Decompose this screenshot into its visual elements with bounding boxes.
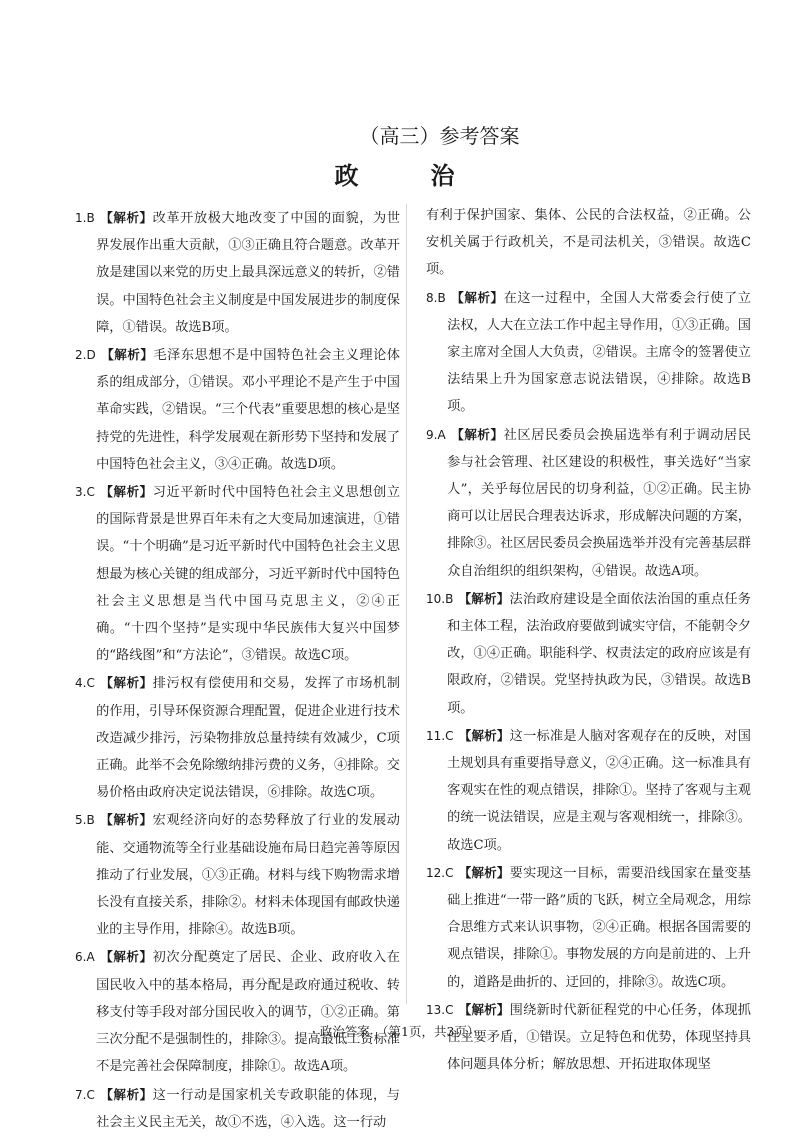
analysis-text: 在这一过程中，全国人大常委会行使了立法权，人大在立法工作中起主导作用，①③正确。国家主席对全国人大负责，②错误。主席令的签署使立法结果上升为国家意志说法错误，④排除。故选B项。 [447, 290, 751, 415]
answer-item [75, 943, 400, 1080]
analysis-tag: 【解析】 [99, 210, 153, 225]
answer-letter: C [445, 865, 454, 880]
question-number: 2. [75, 348, 87, 363]
analysis-tag: 【解析】 [458, 727, 510, 743]
answer-item [75, 478, 400, 669]
answer-item [75, 806, 400, 943]
answer-letter: C [86, 676, 95, 691]
column-divider [406, 204, 407, 1004]
analysis-tag: 【解析】 [99, 484, 153, 500]
page-subtitle: （高三）参考答案 [359, 124, 520, 148]
analysis-text: 习近平新时代中国特色社会主义思想创立的国际背景是世界百年未有之大变局加速演进，①错误。“十个明确”是习近平新时代中国特色社会主义思想最为核心关键的组成部分，习近平新时代中国特色社会主义思想是当代中国马克思主义，②④正确。“十四个坚持”是实现中华民族伟大复兴中国梦的“路线图”和“方法论”，③错误。故选C项。 [96, 485, 400, 664]
analysis-tag: 【解析】 [458, 864, 510, 880]
analysis-tag: 【解析】 [99, 1086, 153, 1102]
answer-item [75, 204, 400, 341]
answer-item [75, 341, 400, 478]
answer-item [426, 202, 751, 284]
analysis-text: 宏观经济向好的态势释放了行业的发展动能、交通物流等全行业基础设施布局日趋完善等原因推动了行业发展，①③正确。材料与线下购物需求增长没有直接关系，排除②。材料未体现国有邮政快递业的主导作用，排除④。故选B项。 [96, 813, 400, 938]
question-number: 7. [75, 1087, 87, 1102]
analysis-tag: 【解析】 [458, 1001, 510, 1017]
answer-letter: C [86, 485, 95, 500]
answer-letter: B [445, 591, 454, 606]
question-number: 4. [75, 676, 87, 691]
answer-letter: A [437, 427, 446, 442]
analysis-text: 社区居民委员会换届选举有利于调动居民参与社会管理、社区建设的积极性，事关选好“当家人”，关乎每位居民的切身利益，①②正确。民主协商可以让居民合理表达诉求，形成解决问题的方案，排除③。社区居民委员会换届选举并没有完善基层群众自治组织的组织架构，④错误。故选A项。 [447, 427, 751, 579]
answer-item [75, 669, 400, 806]
answer-item [426, 421, 751, 585]
right-column [426, 202, 751, 1079]
answer-letter: B [86, 813, 95, 828]
left-column [75, 204, 400, 1136]
analysis-tag: 【解析】 [450, 289, 504, 305]
answer-item [75, 1081, 400, 1136]
page-title: 政 治 [334, 161, 479, 190]
page-footer: · 政治答案 （第1页，共3页）· [311, 1024, 478, 1039]
question-number: 13. [426, 1002, 446, 1017]
analysis-text: 围绕新时代新征程党的中心任务，体现抓住主要矛盾，①错误。立足特色和优势，体现坚持具体问题具体分析；解放思想、开拓进取体现坚 [447, 1002, 751, 1073]
question-number: 8. [426, 290, 438, 305]
answer-letter: A [86, 950, 95, 965]
answer-letter: D [86, 348, 96, 363]
answer-item [426, 284, 751, 421]
analysis-text: 这一标准是人脑对客观存在的反映，对国土规划具有重要指导意义，②④正确。这一标准具有客观实在性的观点错误，排除①。坚持了客观与主观的统一说法错误，应是主观与客观相统一，排除③。故选C项。 [447, 728, 751, 853]
analysis-text: 法治政府建设是全面依法治国的重点任务和主体工程，法治政府要做到诚实守信，不能朝令夕改，①④正确。职能科学、权责法定的政府应该是有限政府，②错误。党坚持执政为民，③错误。故选B项。 [447, 591, 751, 716]
question-number: 3. [75, 485, 87, 500]
answer-item [426, 585, 751, 722]
answer-letter: B [86, 211, 95, 225]
analysis-text: 排污权有偿使用和交易，发挥了市场机制的作用，引导环保资源合理配置，促进企业进行技术改造减少排污，污染物排放总量持续有效减少，C项正确。此举不会免除缴纳排污费的义务，④排除。交易价格由政府决定说法错误，⑥排除。故选C项。 [96, 676, 400, 801]
analysis-text: 改革开放极大地改变了中国的面貌，为世界发展作出重大贡献，①③正确且符合题意。改革开放是建国以来党的历史上最具深远意义的转折，②错误。中国特色社会主义制度是中国发展进步的制度保障，①错误。故选B项。 [96, 211, 400, 335]
question-number: 6. [75, 950, 87, 965]
analysis-text: 要实现这一目标，需要沿线国家在量变基础上推进“一带一路”质的飞跃，树立全局观念，用综合思维方式来认识事物，②④正确。根据各国需要的观点错误，排除①。事物发展的方向是前进的、上升的，道路是曲折的、迂回的，排除③。故选C项。 [447, 865, 751, 990]
analysis-tag: 【解析】 [450, 426, 504, 442]
question-number: 9. [426, 427, 438, 442]
answer-letter: C [86, 1087, 95, 1102]
answer-item [426, 722, 751, 859]
analysis-tag: 【解析】 [458, 590, 510, 606]
question-number: 11. [426, 728, 446, 743]
analysis-text: 初次分配奠定了居民、企业、政府收入在国民收入中的基本格局，再分配是政府通过税收、转移支付等手段对部分国民收入的调节，①②正确。第三次分配不是强制性的，排除③。提高最低工资标准不是完善社会保障制度，排除①。故选A项。 [96, 950, 400, 1075]
question-number: 5. [75, 813, 87, 828]
analysis-tag: 【解析】 [99, 949, 153, 965]
analysis-text: 有利于保护国家、集体、公民的合法权益，②正确。公安机关属于行政机关，不是司法机关，③错误。故选C项。 [426, 208, 751, 278]
analysis-text: 这一行动是国家机关专政职能的体现，与社会主义民主无关，故①不选，④入选。这一行动 [96, 1087, 400, 1130]
analysis-tag: 【解析】 [99, 675, 153, 691]
answer-letter: B [437, 290, 446, 305]
answer-letter: C [445, 728, 454, 743]
analysis-tag: 【解析】 [99, 812, 153, 828]
analysis-text: 毛泽东思想不是中国特色社会主义理论体系的组成部分，①错误。邓小平理论不是产生于中国革命实践，②错误。“三个代表”重要思想的核心是坚持党的先进性，科学发展观在新形势下坚持和发展了中国特色社会主义，③④正确。故选D项。 [96, 348, 400, 472]
answer-letter: C [445, 1002, 454, 1017]
question-number: 1. [75, 211, 87, 225]
question-number: 12. [426, 865, 446, 880]
question-number: 10. [426, 591, 446, 606]
answer-item [426, 859, 751, 996]
analysis-tag: 【解析】 [100, 347, 154, 363]
